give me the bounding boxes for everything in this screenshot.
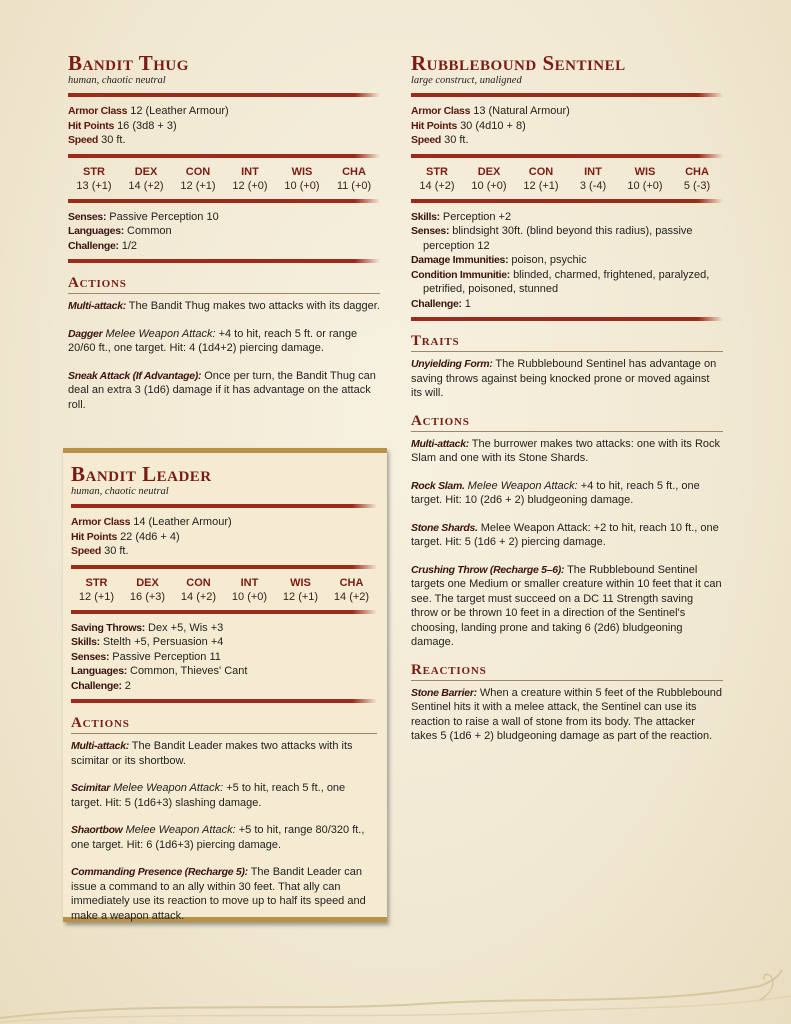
actions-heading: Actions	[411, 413, 723, 432]
action-entry: Stone Shards. Melee Weapon Attack: +2 to hit, reach 10 ft., one target. Hit: 5 (1d6 + 2) piercing damage.	[411, 521, 719, 548]
hit-points-line: Hit Points 16 (3d8 + 3)	[68, 119, 177, 132]
languages-line: Languages: Common	[68, 225, 172, 237]
stat-value: 11 (+0)	[336, 179, 372, 192]
monster-name: Bandit Thug	[68, 51, 189, 75]
divider-bar	[71, 610, 377, 614]
stat-header: INT	[584, 165, 602, 178]
stat-header: CHA	[685, 165, 709, 178]
ability-scores	[411, 165, 723, 193]
divider-bar	[71, 699, 377, 703]
armor-class-line: Armor Class 14 (Leather Armour)	[71, 516, 232, 528]
stat-value: 14 (+2)	[333, 590, 370, 603]
stat-value: 12 (+1)	[523, 179, 559, 192]
challenge-line: Challenge: 1	[411, 297, 471, 310]
stat-header: DEX	[136, 576, 159, 589]
trait-entry: Unyielding Form: The Rubblebound Sentinel has advantage on saving throws against being knocked prone or moved against its will.	[411, 358, 717, 399]
saving-throws-line: Saving Throws: Dex +5, Wis +3	[71, 621, 224, 634]
senses-line: Senses: Passive Perception 11	[71, 650, 221, 663]
stat-value: 12 (+0)	[232, 179, 268, 192]
rubblebound-sentinel-statblock	[411, 52, 723, 757]
stat-value: 12 (+1)	[78, 590, 115, 603]
action-entry: Multi-attack: The Bandit Thug makes two attacks with its dagger.	[68, 300, 380, 312]
divider-bar	[68, 199, 380, 203]
divider-bar	[71, 504, 377, 508]
condition-immunities-line: Condition Immunitie: blinded, charmed, frightened, paralyzed, petrified, poisoned, stunned	[411, 268, 710, 295]
divider-bar	[411, 154, 723, 158]
stat-header: WIS	[291, 165, 313, 178]
divider-bar	[68, 93, 380, 97]
monster-type: human, chaotic neutral	[68, 75, 166, 86]
stat-header: CHA	[342, 165, 366, 178]
action-entry: Shaortbow Melee Weapon Attack: +5 to hit, range 80/320 ft., one target. Hit: 6 (1d6+3) piercing damage.	[71, 824, 365, 851]
stat-value: 12 (+1)	[282, 590, 319, 603]
stat-header: WIS	[290, 576, 311, 589]
stat-header: STR	[85, 576, 108, 589]
divider-bar	[71, 565, 377, 569]
stat-value: 12 (+1)	[180, 179, 216, 192]
stat-value: 13 (+1)	[76, 179, 112, 192]
stat-value: 10 (+0)	[471, 179, 507, 192]
action-entry: Sneak Attack (If Advantage): Once per turn, the Bandit Thug can deal an extra 3 (1d6) damage if it has advantage on the attack roll.	[68, 369, 376, 411]
divider-bar	[411, 93, 723, 97]
stat-value: 14 (+2)	[419, 179, 455, 192]
action-entry: Scimitar Melee Weapon Attack: +5 to hit, reach 5 ft., one target. Hit: 5 (1d6+3) slashing damage.	[71, 782, 346, 809]
stat-value: 10 (+0)	[231, 590, 268, 603]
monster-name: Bandit Leader	[71, 462, 212, 486]
monster-type: large construct, unaligned	[411, 75, 522, 86]
bandit-thug-statblock	[68, 52, 380, 425]
traits-heading: Traits	[411, 333, 723, 352]
action-entry: Rock Slam. Melee Weapon Attack: +4 to hit, reach 5 ft., one target. Hit: 10 (2d6 + 2) bludgeoning damage.	[411, 479, 700, 506]
damage-immunities-line: Damage Immunities: poison, psychic	[411, 254, 587, 266]
stat-header: STR	[426, 165, 448, 178]
action-entry: Dagger Melee Weapon Attack: +4 to hit, reach 5 ft. or range 20/60 ft., one target. Hit: 4 (1d4+2) piercing damage.	[68, 327, 358, 354]
armor-class-line: Armor Class 12 (Leather Armour)	[68, 105, 229, 117]
reaction-entry: Stone Barrier: When a creature within 5 feet of the Rubblebound Sentinel hits it with a melee attack, the Sentinel can use its reaction to raise a wall of stone from its body. The attacker takes 5 (1d6 + 2) bludgeoning damage as part of the reaction.	[411, 686, 723, 742]
stat-value: 10 (+0)	[627, 179, 663, 192]
skills-line: Skills: Perception +2	[411, 210, 512, 223]
actions-heading: Actions	[71, 715, 377, 734]
hit-points-line: Hit Points 30 (4d10 + 8)	[411, 119, 526, 132]
stat-value: 3 (-4)	[579, 179, 607, 192]
stat-header: CON	[528, 165, 554, 178]
speed-line: Speed 30 ft.	[71, 545, 129, 557]
actions-heading: Actions	[68, 275, 380, 294]
stat-header: DEX	[134, 165, 158, 178]
ability-scores	[71, 576, 377, 604]
stat-value: 14 (+2)	[180, 590, 217, 603]
skills-line: Skills: Stelth +5, Persuasion +4	[71, 636, 224, 648]
stat-header: INT	[241, 165, 259, 178]
divider-bar	[68, 154, 380, 158]
challenge-line: Challenge: 1/2	[68, 239, 138, 252]
senses-line: Senses: blindsight 30ft. (blind beyond this radius), passive perception 12	[411, 225, 693, 252]
languages-line: Languages: Common, Thieves' Cant	[71, 665, 248, 677]
stat-header: CHA	[339, 576, 364, 589]
stat-header: CON	[186, 576, 211, 589]
reactions-heading: Reactions	[411, 662, 723, 681]
stat-header: INT	[240, 576, 259, 589]
divider-bar	[411, 199, 723, 203]
action-entry: Multi-attack: The Bandit Leader makes two attacks with its scimitar or its shortbow.	[71, 740, 353, 767]
stat-value: 14 (+2)	[128, 179, 164, 192]
senses-line: Senses: Passive Perception 10	[68, 210, 219, 223]
stat-value: 16 (+3)	[129, 590, 166, 603]
hit-points-line: Hit Points 22 (4d6 + 4)	[71, 530, 180, 543]
divider-bar	[68, 259, 380, 263]
page-ornament-swirl	[0, 960, 791, 1024]
stat-header: DEX	[477, 165, 501, 178]
action-entry: Crushing Throw (Recharge 5–6): The Rubblebound Sentinel targets one Medium or smaller creature within 10 feet that it can see. The target must succeed on a DC 11 Strength saving throw or be thrown 10 feet in a direction of the Sentinel's choosing, landing prone and taking 6 (2d6) bludgeoning damage.	[411, 563, 722, 648]
stat-header: CON	[185, 165, 211, 178]
stat-value: 5 (-3)	[683, 179, 711, 192]
challenge-line: Challenge: 2	[71, 679, 131, 692]
speed-line: Speed 30 ft.	[411, 134, 469, 146]
action-entry: Multi-attack: The burrower makes two attacks: one with its Rock Slam and one with its Stone Shards.	[411, 437, 721, 464]
ability-scores	[68, 165, 380, 193]
action-entry: Commanding Presence (Recharge 5): The Bandit Leader can issue a command to an ally within 30 feet. That ally can immediately use its reaction to move up to half its speed and make a weapon attack.	[71, 866, 366, 922]
speed-line: Speed 30 ft.	[68, 134, 126, 146]
monster-type: human, chaotic neutral	[71, 486, 169, 497]
stat-header: WIS	[634, 165, 656, 178]
stat-value: 10 (+0)	[284, 179, 320, 192]
stat-header: STR	[83, 165, 105, 178]
bandit-leader-statblock	[63, 448, 387, 922]
monster-name: Rubblebound Sentinel	[411, 51, 626, 75]
armor-class-line: Armor Class 13 (Natural Armour)	[411, 105, 570, 117]
divider-bar	[411, 317, 723, 321]
